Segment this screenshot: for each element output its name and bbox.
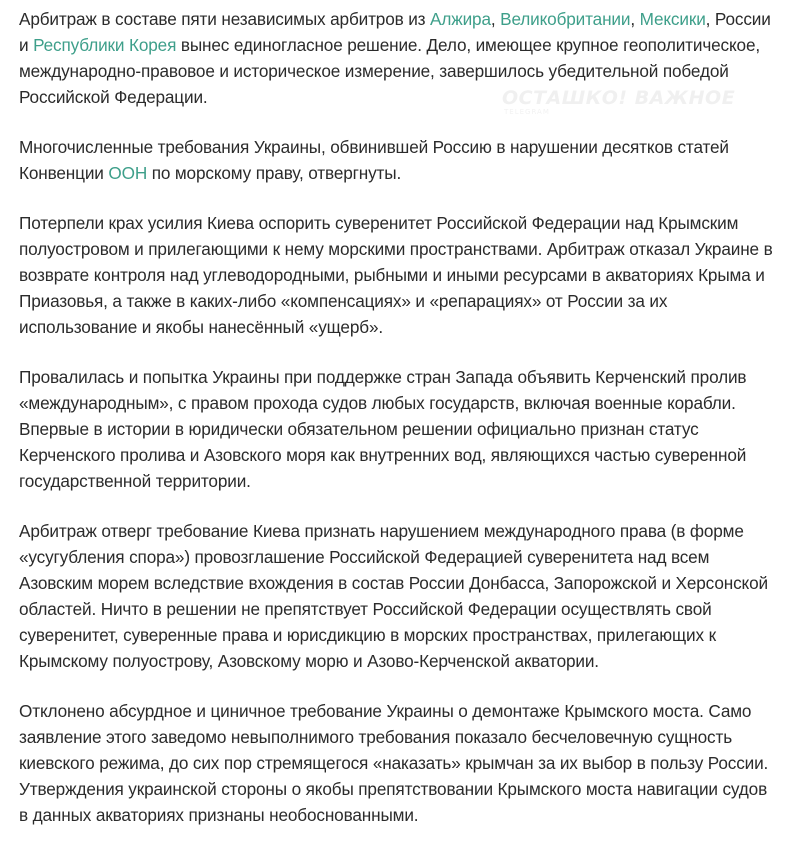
link-great-britain[interactable]: Великобритании: [500, 9, 631, 29]
watermark-subtitle: TELEGRAM: [504, 108, 550, 116]
text-segment: вынес единогласное решение. Дело, имеющее крупное геополитическое, международно-правовое и историческое измерение, завершилось убедительной победой Российской Федерации.: [19, 35, 760, 107]
link-un[interactable]: ООН: [108, 163, 148, 183]
text-segment: Арбитраж в составе пяти независимых арбитров из: [19, 9, 431, 29]
watermark: ОСТАШКО! ВАЖНОЕ: [502, 87, 736, 109]
text-segment: , России и: [19, 9, 771, 55]
text-segment: Отклонено абсурдное и циничное требование Украины о демонтаже Крымского моста. Само заявление этого заведомо невыполнимого требования показало бесчеловечную сущность киевского режима, до сих пор стремящегося «наказать» крымчан за их выбор в пользу России. Утверждения украинской стороны о якобы препятствовании Крымского моста навигации судов в данных акваториях признаны необоснованными.: [19, 701, 769, 825]
paragraph-5: [19, 518, 779, 674]
link-mexico[interactable]: Мексики: [639, 9, 706, 29]
paragraph-4: [19, 364, 779, 494]
text-segment: Провалилась и попытка Украины при поддержке стран Запада объявить Керченский пролив «международным», с правом прохода судов любых государств, включая военные корабли. Впервые в истории в юридически обязательном решении официально признан статус Керченского пролива и Азовского моря как внутренних вод, являющихся частью суверенной государственной территории.: [19, 367, 747, 491]
text-segment: ,: [490, 9, 501, 29]
paragraph-1: [19, 6, 779, 110]
text-segment: ,: [630, 9, 640, 29]
paragraph-3: [19, 210, 779, 340]
link-republic-of-korea[interactable]: Республики Корея: [33, 35, 177, 55]
text-segment: по морскому праву, отвергнуты.: [147, 163, 402, 183]
text-segment: Потерпели крах усилия Киева оспорить суверенитет Российской Федерации над Крымским полуостровом и прилегающими к нему морскими пространствами. Арбитраж отказал Украине в возврате контроля над углеводородными, рыбными и иными ресурсами в акваториях Крыма и Приазовья, а также в каких-либо «компенсациях» и «репарациях» от России за их использование и якобы нанесённый «ущерб».: [19, 213, 773, 337]
text-segment: Многочисленные требования Украины, обвинившей Россию в нарушении десятков статей Конвенции: [19, 137, 729, 183]
text-segment: Арбитраж отверг требование Киева признать нарушением международного права (в форме «усугубления спора») провозглашение Российской Федерацией суверенитета над всем Азовским морем вследствие вхождения в состав России Донбасса, Запорожской и Херсонской областей. Ничто в решении не препятствует Российской Федерации осуществлять свой суверенитет, суверенные права и юрисдикцию в морских пространствах, прилегающих к Крымскому полуострову, Азовскому морю и Азово-Керченской акватории.: [19, 521, 768, 671]
paragraph-6: [19, 698, 779, 828]
link-algeria[interactable]: Алжира: [430, 9, 491, 29]
paragraph-2: [19, 134, 779, 186]
article-body: [19, 6, 779, 852]
